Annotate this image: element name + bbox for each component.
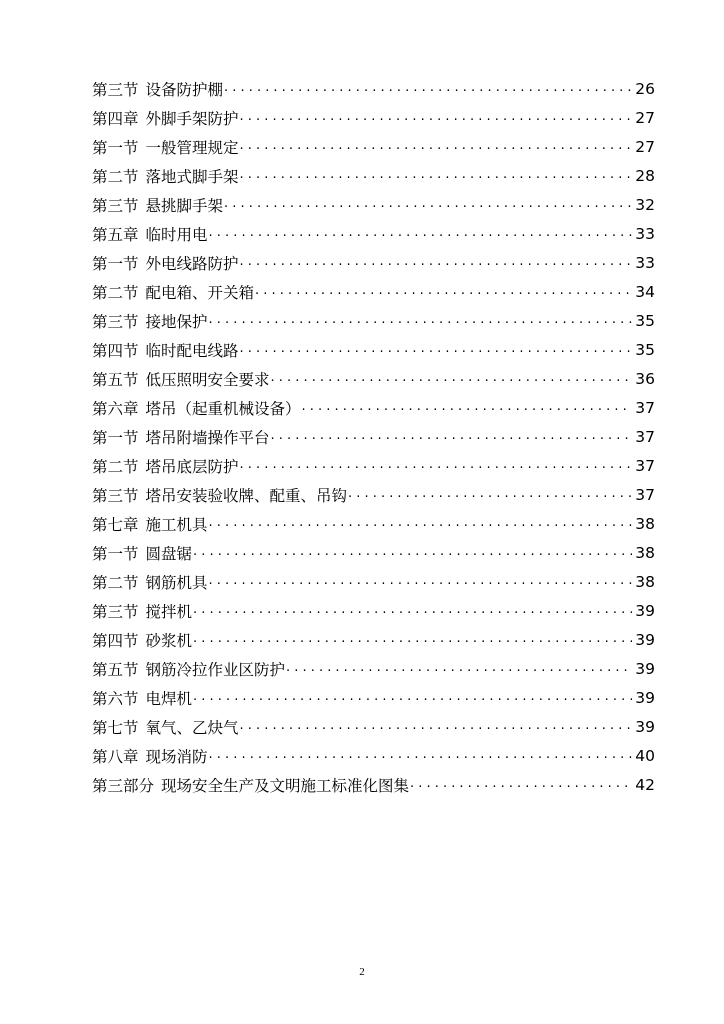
toc-dot-leader bbox=[240, 719, 633, 741]
toc-entry[interactable] bbox=[92, 538, 655, 567]
toc-entry[interactable] bbox=[92, 480, 655, 509]
toc-entry-text: 临时配电线路 bbox=[145, 341, 239, 360]
toc-dot-leader bbox=[209, 226, 633, 248]
toc-entry-title bbox=[92, 716, 239, 738]
toc-entry-title bbox=[92, 774, 409, 796]
toc-entry[interactable] bbox=[92, 596, 655, 625]
toc-entry-number: 第三节 bbox=[92, 312, 139, 331]
toc-entry-number: 第三节 bbox=[92, 486, 139, 505]
toc-entry[interactable] bbox=[92, 335, 655, 364]
toc-entry[interactable] bbox=[92, 74, 655, 103]
toc-dot-leader bbox=[193, 690, 632, 712]
toc-entry-page: 40 bbox=[635, 746, 655, 765]
toc-entry-page: 36 bbox=[635, 369, 655, 388]
toc-entry-number: 第二节 bbox=[92, 573, 139, 592]
toc-entry-page: 33 bbox=[635, 253, 655, 272]
toc-entry-page: 27 bbox=[635, 137, 655, 156]
toc-entry-page: 37 bbox=[635, 398, 655, 417]
toc-entry-number: 第八章 bbox=[92, 747, 139, 766]
toc-entry-page: 28 bbox=[635, 166, 655, 185]
toc-entry-text: 施工机具 bbox=[145, 515, 208, 534]
toc-entry-text: 塔吊（起重机械设备） bbox=[145, 399, 301, 418]
toc-dot-leader bbox=[209, 748, 633, 770]
toc-entry[interactable] bbox=[92, 712, 655, 741]
toc-dot-leader bbox=[240, 458, 633, 480]
toc-dot-leader bbox=[193, 603, 632, 625]
toc-entry-text: 现场消防 bbox=[145, 747, 208, 766]
toc-entry-text: 外电线路防护 bbox=[145, 254, 239, 273]
toc-entry[interactable] bbox=[92, 190, 655, 219]
toc-dot-leader bbox=[255, 284, 632, 306]
toc-entry-number: 第五章 bbox=[92, 225, 139, 244]
toc-entry-number: 第二节 bbox=[92, 283, 139, 302]
toc-entry[interactable] bbox=[92, 393, 655, 422]
toc-entry-page: 26 bbox=[635, 79, 655, 98]
toc-entry-number: 第四节 bbox=[92, 341, 139, 360]
page-number: 2 bbox=[359, 966, 365, 978]
toc-dot-leader bbox=[240, 342, 633, 364]
toc-entry[interactable] bbox=[92, 219, 655, 248]
toc-entry[interactable] bbox=[92, 422, 655, 451]
toc-dot-leader bbox=[209, 574, 633, 596]
toc-entry[interactable] bbox=[92, 306, 655, 335]
toc-dot-leader bbox=[224, 197, 632, 219]
toc-entry-text: 接地保护 bbox=[145, 312, 208, 331]
toc-entry-title bbox=[92, 658, 285, 680]
toc-entry-page: 37 bbox=[635, 427, 655, 446]
toc-entry-text: 塔吊底层防护 bbox=[145, 457, 239, 476]
toc-entry[interactable] bbox=[92, 654, 655, 683]
toc-entry-number: 第五节 bbox=[92, 370, 139, 389]
toc-dot-leader bbox=[240, 139, 633, 161]
toc-entry-number: 第四章 bbox=[92, 109, 139, 128]
toc-entry-title bbox=[92, 455, 239, 477]
toc-entry-page: 38 bbox=[635, 514, 655, 533]
toc-entry-number: 第七节 bbox=[92, 718, 139, 737]
toc-entry-page: 35 bbox=[635, 311, 655, 330]
toc-entry-text: 一般管理规定 bbox=[145, 138, 239, 157]
toc-entry-title bbox=[92, 223, 208, 245]
toc-dot-leader bbox=[240, 255, 633, 277]
toc-entry-page: 39 bbox=[635, 630, 655, 649]
toc-entry-title bbox=[92, 310, 208, 332]
toc-entry-page: 39 bbox=[635, 659, 655, 678]
toc-entry-number: 第二节 bbox=[92, 167, 139, 186]
toc-entry-number: 第六章 bbox=[92, 399, 139, 418]
toc-entry-title bbox=[92, 600, 192, 622]
toc-entry-title bbox=[92, 194, 223, 216]
toc-entry[interactable] bbox=[92, 277, 655, 306]
toc-entry-page: 38 bbox=[635, 572, 655, 591]
toc-entry-text: 悬挑脚手架 bbox=[145, 196, 224, 215]
toc-entry-text: 现场安全生产及文明施工标准化图集 bbox=[161, 776, 410, 795]
toc-entry-page: 38 bbox=[635, 543, 655, 562]
toc-entry-text: 配电箱、开关箱 bbox=[145, 283, 255, 302]
toc-entry-number: 第四节 bbox=[92, 631, 139, 650]
toc-dot-leader bbox=[302, 400, 633, 422]
toc-entry-text: 氧气、乙炔气 bbox=[145, 718, 239, 737]
toc-entry-title bbox=[92, 397, 301, 419]
toc-dot-leader bbox=[286, 661, 632, 683]
toc-entry-title bbox=[92, 281, 254, 303]
toc-entry-number: 第一节 bbox=[92, 544, 139, 563]
toc-entry-page: 37 bbox=[635, 485, 655, 504]
toc-entry-page: 37 bbox=[635, 456, 655, 475]
toc-entry-number: 第一节 bbox=[92, 254, 139, 273]
toc-dot-leader bbox=[348, 487, 632, 509]
toc-entry-number: 第三部分 bbox=[92, 776, 155, 795]
toc-entry[interactable] bbox=[92, 509, 655, 538]
toc-entry-text: 塔吊附墙操作平台 bbox=[145, 428, 270, 447]
toc-entry-title bbox=[92, 542, 192, 564]
toc-dot-leader bbox=[209, 313, 633, 335]
toc-entry-page: 39 bbox=[635, 688, 655, 707]
toc-entry-text: 外脚手架防护 bbox=[145, 109, 239, 128]
toc-entry[interactable] bbox=[92, 741, 655, 770]
toc-entry-title bbox=[92, 484, 347, 506]
toc-entry-title bbox=[92, 165, 239, 187]
toc-dot-leader bbox=[240, 168, 633, 190]
toc-entry-page: 42 bbox=[635, 775, 655, 794]
toc-entry[interactable] bbox=[92, 248, 655, 277]
toc-entry-title bbox=[92, 339, 239, 361]
toc-entry-number: 第六节 bbox=[92, 689, 139, 708]
toc-entry[interactable] bbox=[92, 683, 655, 712]
toc-entry[interactable] bbox=[92, 103, 655, 132]
toc-entry[interactable] bbox=[92, 770, 655, 799]
toc-entry-number: 第三节 bbox=[92, 196, 139, 215]
toc-entry-text: 砂浆机 bbox=[145, 631, 193, 650]
toc-entry-text: 低压照明安全要求 bbox=[145, 370, 270, 389]
toc-dot-leader bbox=[193, 632, 632, 654]
toc-entry-text: 钢筋机具 bbox=[145, 573, 208, 592]
toc-entry-text: 设备防护棚 bbox=[145, 80, 224, 99]
toc-dot-leader bbox=[271, 371, 633, 393]
toc-entry-title bbox=[92, 252, 239, 274]
toc-entry-text: 电焊机 bbox=[145, 689, 193, 708]
toc-dot-leader bbox=[209, 516, 633, 538]
toc-entry-title bbox=[92, 629, 192, 651]
toc-entry-page: 39 bbox=[635, 717, 655, 736]
toc-entry-page: 27 bbox=[635, 108, 655, 127]
toc-entry-title bbox=[92, 745, 208, 767]
toc-entry-number: 第七章 bbox=[92, 515, 139, 534]
toc-entry-page: 39 bbox=[635, 601, 655, 620]
toc-dot-leader bbox=[240, 110, 633, 132]
toc-dot-leader bbox=[410, 777, 632, 799]
toc-entry[interactable] bbox=[92, 161, 655, 190]
toc-dot-leader bbox=[271, 429, 633, 451]
toc-entry-page: 35 bbox=[635, 340, 655, 359]
toc-entry-text: 圆盘锯 bbox=[145, 544, 193, 563]
toc-entry-number: 第三节 bbox=[92, 80, 139, 99]
toc-dot-leader bbox=[224, 81, 632, 103]
toc-entry[interactable] bbox=[92, 451, 655, 480]
toc-entry-title bbox=[92, 107, 239, 129]
toc-entry-number: 第三节 bbox=[92, 602, 139, 621]
toc-entry-text: 落地式脚手架 bbox=[145, 167, 239, 186]
toc-entry-number: 第二节 bbox=[92, 457, 139, 476]
toc-entry-text: 塔吊安装验收牌、配重、吊钩 bbox=[145, 486, 348, 505]
toc-entry-page: 32 bbox=[635, 195, 655, 214]
toc-dot-leader bbox=[193, 545, 632, 567]
toc-entry-number: 第一节 bbox=[92, 138, 139, 157]
toc-entry[interactable] bbox=[92, 567, 655, 596]
toc-entry-text: 钢筋冷拉作业区防护 bbox=[145, 660, 286, 679]
toc-entry-page: 33 bbox=[635, 224, 655, 243]
toc-entry-title bbox=[92, 78, 223, 100]
toc-entry-title bbox=[92, 368, 270, 390]
toc-entry-number: 第五节 bbox=[92, 660, 139, 679]
toc-entry[interactable] bbox=[92, 364, 655, 393]
toc-entry[interactable] bbox=[92, 625, 655, 654]
toc-entry-text: 临时用电 bbox=[145, 225, 208, 244]
toc-entry-text: 搅拌机 bbox=[145, 602, 193, 621]
toc-entry[interactable] bbox=[92, 132, 655, 161]
toc-entry-title bbox=[92, 426, 270, 448]
toc-entry-title bbox=[92, 513, 208, 535]
toc-entry-title bbox=[92, 136, 239, 158]
toc-entry-title bbox=[92, 687, 192, 709]
table-of-contents bbox=[92, 74, 655, 799]
toc-entry-number: 第一节 bbox=[92, 428, 139, 447]
toc-entry-page: 34 bbox=[635, 282, 655, 301]
toc-entry-title bbox=[92, 571, 208, 593]
